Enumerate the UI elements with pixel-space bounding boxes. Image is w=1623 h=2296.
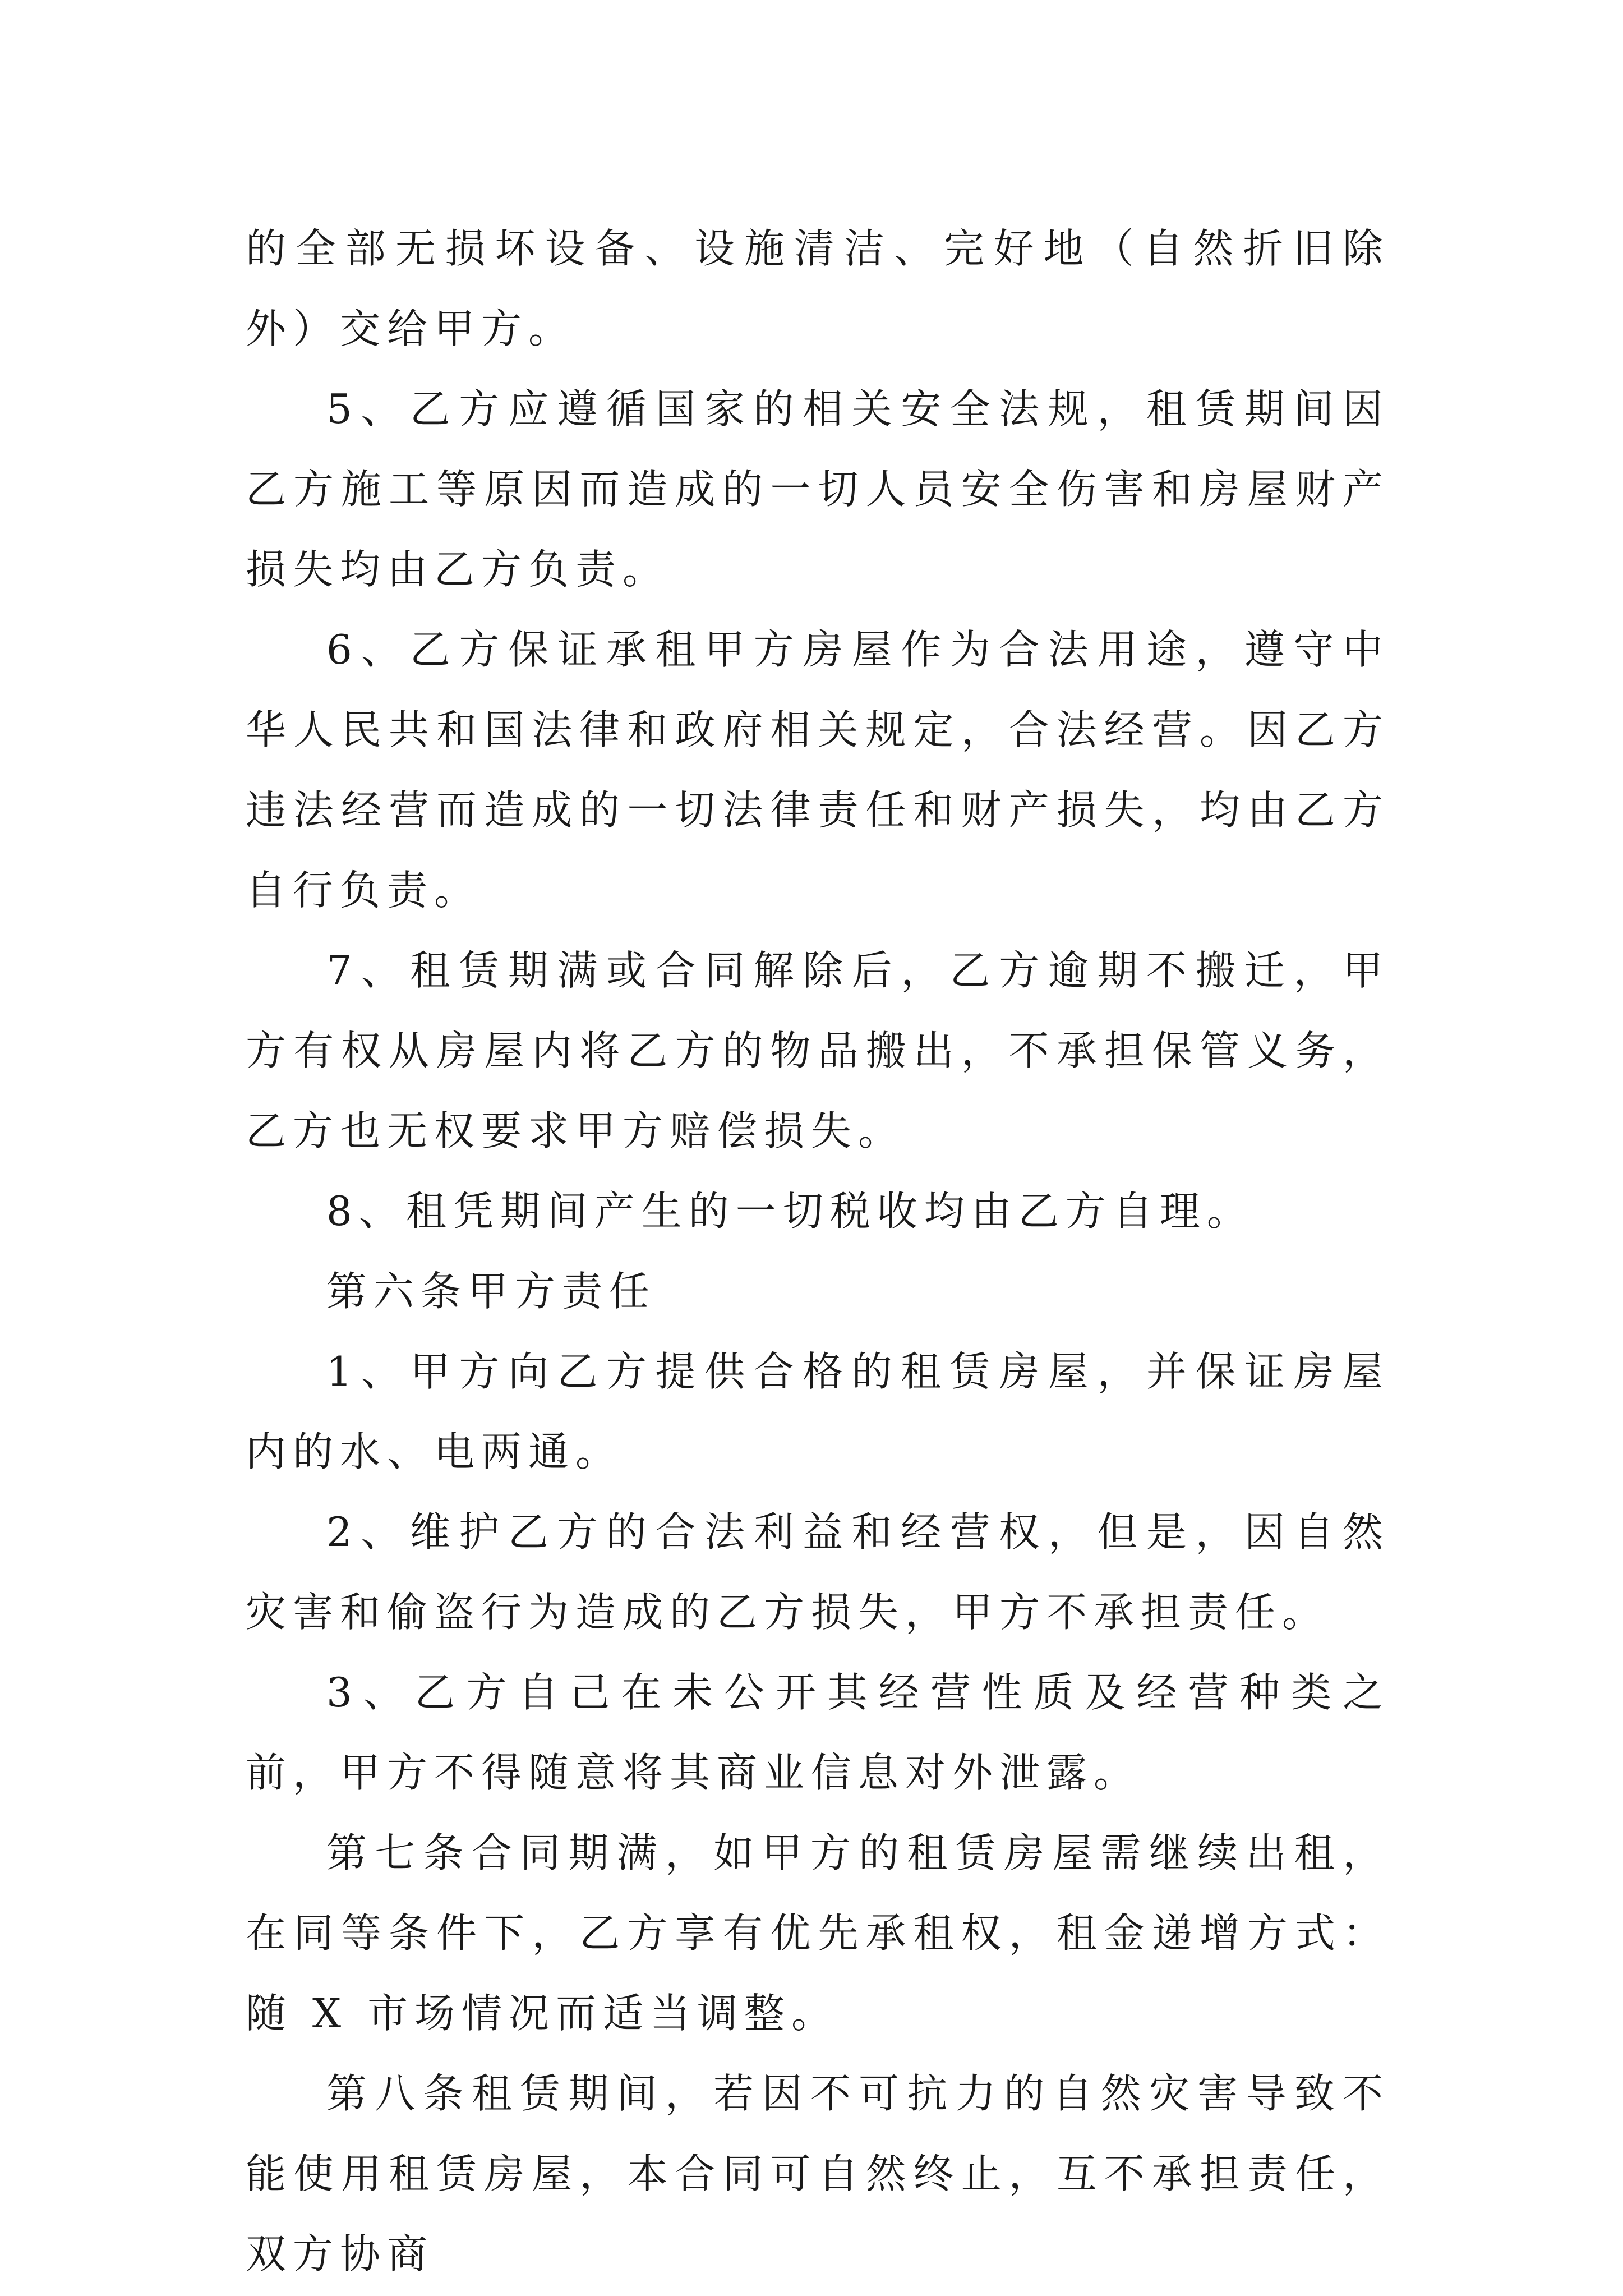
paragraph-clause-6: 6、乙方保证承租甲方房屋作为合法用途，遵守中华人民共和国法律和政府相关规定，合法经营。因乙方违法经营而造成的一切法律责任和财产损失，均由乙方自行负责。 xyxy=(246,626,1390,914)
paragraph-article-8: 第八条租赁期间，若因不可抗力的自然灾害导致不能使用租赁房屋，本合同可自然终止，互不承担责任，双方协商 xyxy=(246,2070,1390,2277)
document-body xyxy=(246,209,1390,2294)
heading-article-6: 第六条甲方责任 xyxy=(326,1268,657,1315)
paragraph-clause-5: 5、乙方应遵循国家的相关安全法规，租赁期间因乙方施工等原因而造成的一切人员安全伤害和房屋财产损失均由乙方负责。 xyxy=(246,385,1390,593)
paragraph-party-a-3: 3、乙方自己在未公开其经营性质及经营种类之前，甲方不得随意将其商业信息对外泄露。 xyxy=(246,1669,1390,1796)
paragraph-party-a-2: 2、维护乙方的合法利益和经营权，但是，因自然灾害和偷盗行为造成的乙方损失，甲方不承担责任。 xyxy=(246,1508,1390,1636)
paragraph-continuation: 的全部无损坏设备、设施清洁、完好地（自然折旧除外）交给甲方。 xyxy=(246,225,1390,352)
paragraph-clause-8: 8、租凭期间产生的一切税收均由乙方自理。 xyxy=(326,1188,1254,1235)
paragraph-clause-7: 7、租赁期满或合同解除后，乙方逾期不搬迁，甲方有权从房屋内将乙方的物品搬出，不承担保管义务，乙方也无权要求甲方赔偿损失。 xyxy=(246,947,1390,1154)
paragraph-article-7: 第七条合同期满，如甲方的租赁房屋需继续出租，在同等条件下，乙方享有优先承租权，租金递增方式：随 X 市场情况而适当调整。 xyxy=(246,1829,1390,2037)
paragraph-party-a-1: 1、甲方向乙方提供合格的租赁房屋，并保证房屋内的水、电两通。 xyxy=(246,1348,1390,1475)
